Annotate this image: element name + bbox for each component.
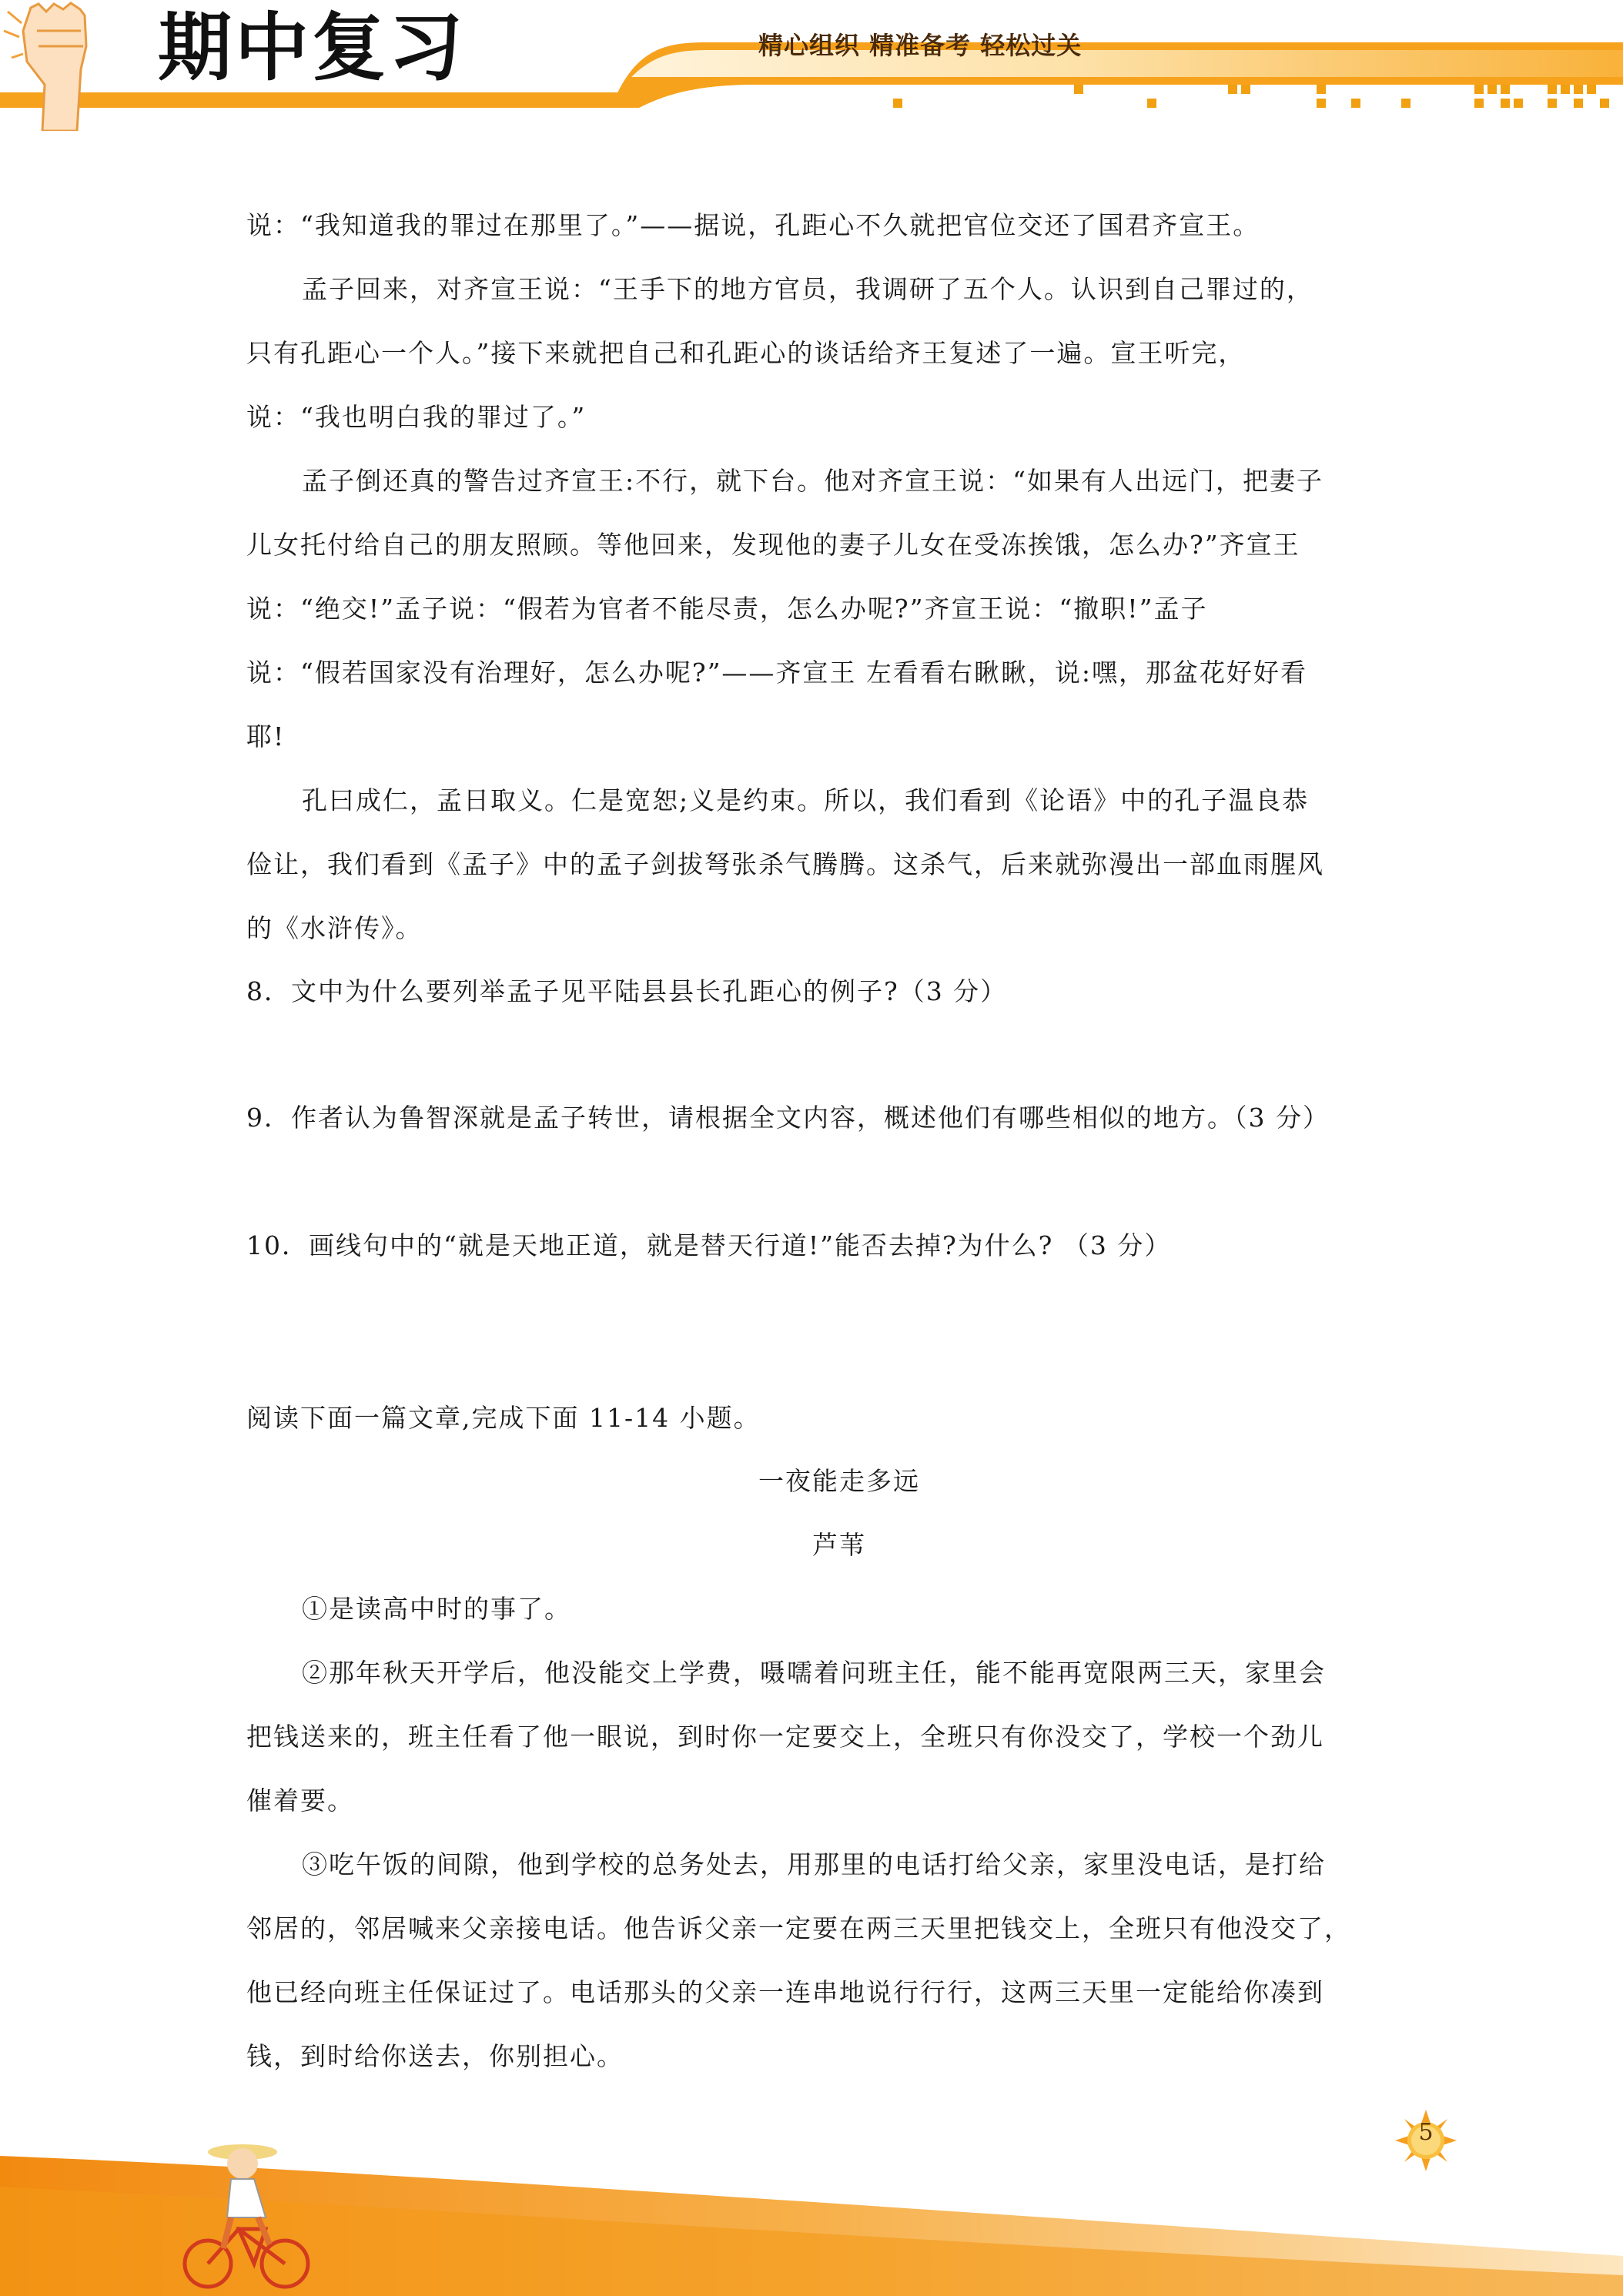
- article-line: 邻居的，邻居喊来父亲接电话。他告诉父亲一定要在两三天里把钱交上，全班只有他没交了，: [246, 1913, 1351, 1943]
- passage-line: 俭让，我们看到《孟子》中的孟子剑拔弩张杀气腾腾。这杀气，后来就弥漫出一部血雨腥风: [246, 849, 1324, 879]
- reading-intro: 阅读下面一篇文章,完成下面 11-14 小题。: [246, 1403, 761, 1433]
- passage-line: 说：“绝交!”孟子说：“假若为官者不能尽责，怎么办呢?”齐宣王说：“撤职!”孟子: [246, 594, 1208, 624]
- article-line: 他已经向班主任保证过了。电话那头的父亲一连串地说行行行，这两三天里一定能给你凑到: [246, 1977, 1324, 2007]
- passage-line: 孟子倒还真的警告过齐宣王:不行，就下台。他对齐宣王说：“如果有人出远门，把妻子: [302, 466, 1323, 496]
- passage-line: 孔曰成仁，孟日取义。仁是宽恕;义是约束。所以，我们看到《论语》中的孔子温良恭: [302, 785, 1310, 815]
- article-line: 把钱送来的，班主任看了他一眼说，到时你一定要交上，全班只有你没交了，学校一个劲儿: [246, 1722, 1324, 1752]
- header-title: 期中复习: [158, 5, 466, 91]
- article-line: 催着要。: [246, 1786, 354, 1816]
- question-8: 8．文中为什么要列举孟子见平陆县县长孔距心的例子?（3 分）: [246, 976, 1008, 1006]
- passage-line: 的《水浒传》。: [246, 913, 423, 943]
- page-footer: [0, 2140, 1623, 2296]
- article-line: ③吃午饭的间隙，他到学校的总务处去，用那里的电话打给父亲，家里没电话，是打给: [302, 1849, 1326, 1879]
- passage-line: 耶!: [246, 721, 286, 751]
- article-line: 钱，到时给你送去，你别担心。: [246, 2041, 624, 2071]
- article-line: ②那年秋天开学后，他没能交上学费，嗫嚅着问班主任，能不能再宽限两三天，家里会: [302, 1658, 1326, 1688]
- passage-line: 孟子回来，对齐宣王说：“王手下的地方官员，我调研了五个人。认识到自己罪过的，: [302, 274, 1313, 304]
- fist-icon: [23, 3, 86, 131]
- article-title: 一夜能走多远: [758, 1466, 920, 1496]
- passage-line: 说：“我知道我的罪过在那里了。”——据说，孔距心不久就把官位交还了国君齐宣王。: [246, 210, 1260, 240]
- passage-line: 儿女托付给自己的朋友照顾。等他回来，发现他的妻子儿女在受冻挨饿，怎么办?”齐宣王: [246, 530, 1300, 560]
- passage-line: 说：“我也明白我的罪过了。”: [246, 402, 587, 432]
- passage-line: 说：“假若国家没有治理好，怎么办呢?”——齐宣王 左看看右瞅瞅，说:嘿，那盆花好好看: [246, 658, 1308, 688]
- passage-line: 只有孔距心一个人。”接下来就把自己和孔距心的谈话给齐王复述了一遍。宣王听完，: [246, 338, 1246, 368]
- footer-banner-graphic: [0, 2140, 1623, 2296]
- page-number: 5: [1418, 2119, 1434, 2146]
- question-10: 10．画线句中的“就是天地正道，就是替天行道!”能否去掉?为什么? （3 分）: [246, 1230, 1172, 1260]
- header-slogan: 精心组织 精准备考 轻松过关: [758, 31, 1083, 60]
- page-header: [0, 0, 1623, 131]
- article-author: 芦苇: [812, 1530, 866, 1560]
- ray-lines-icon: [4, 12, 23, 58]
- decorative-dots: [893, 85, 1609, 108]
- question-9: 9．作者认为鲁智深就是孟子转世，请根据全文内容，概述他们有哪些相似的地方。（3 分）: [246, 1103, 1330, 1133]
- article-line: ①是读高中时的事了。: [302, 1594, 571, 1624]
